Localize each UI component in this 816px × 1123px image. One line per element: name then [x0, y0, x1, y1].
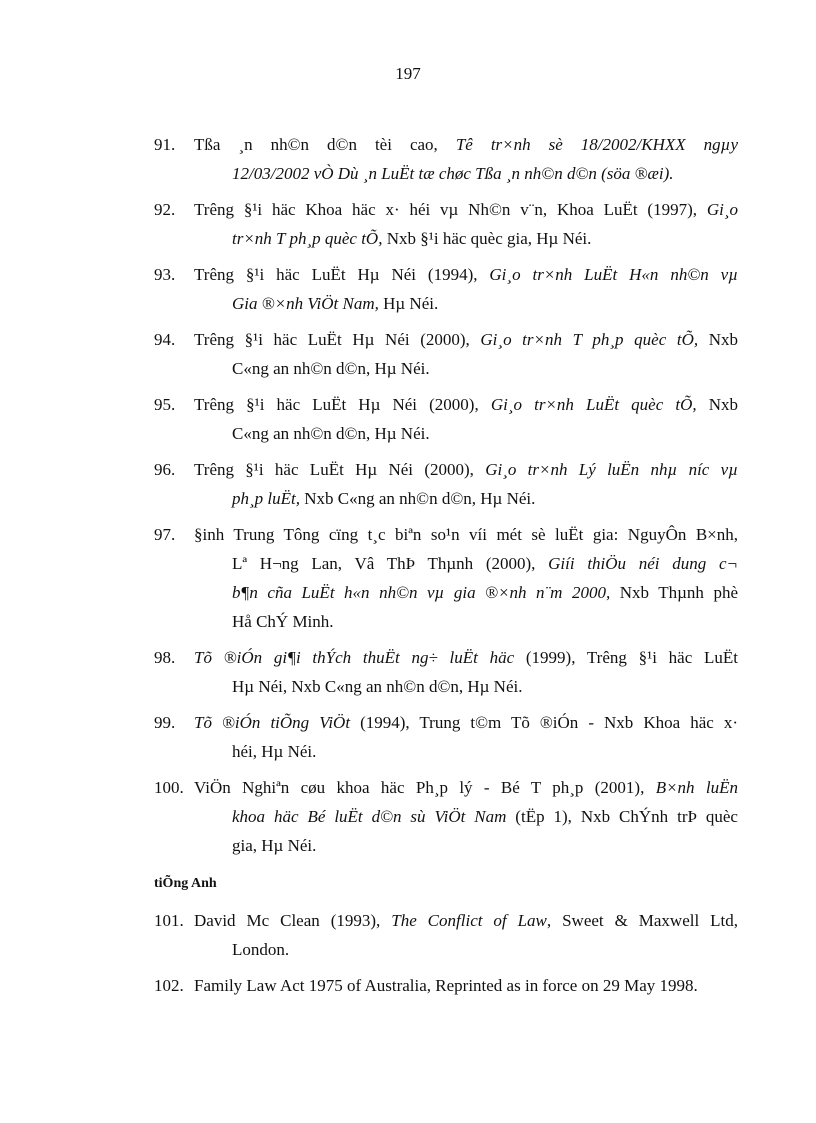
reference-number: 94.: [154, 330, 176, 349]
reference-title: Gi¸o tr×nh LuËt quèc tÕ,: [490, 395, 697, 414]
reference-text: Hµ Néi.: [378, 294, 439, 313]
reference-line: [154, 737, 738, 766]
reference-item: [154, 906, 738, 964]
reference-text: héi, Hµ Néi.: [232, 742, 317, 761]
reference-text: Hµ Néi, Nxb C«ng an nh©n d©n, Hµ Néi.: [232, 677, 523, 696]
reference-text: David Mc Clean (1993),: [194, 911, 392, 930]
reference-number: 102.: [154, 976, 184, 995]
reference-number: 95.: [154, 395, 176, 414]
reference-line: [154, 935, 738, 964]
reference-title: Gi¸o tr×nh T ph¸p quèc tÕ,: [480, 330, 699, 349]
reference-title: khoa häc Bé luËt d©n sù ViÖt Nam: [232, 807, 507, 826]
reference-item: [154, 195, 738, 253]
reference-text: Lª H¬ng Lan, Vâ ThÞ Thµnh (2000),: [232, 554, 549, 573]
reference-title: Tõ ®iÓn gi¶i thÝch thuËt ng÷ luËt häc: [194, 648, 515, 667]
reference-text: Family Law Act 1975 of Australia, Reprinted as in force on 29 May 1998.: [194, 976, 698, 995]
reference-line: [154, 224, 738, 253]
page-number: 197: [395, 64, 421, 83]
reference-number: 93.: [154, 265, 176, 284]
reference-title: B×nh luËn: [655, 778, 738, 797]
reference-item: [154, 520, 738, 636]
reference-number: 97.: [154, 525, 176, 544]
reference-text: Trêng §¹i häc Khoa häc x· héi vµ Nh©n v¨n, Khoa LuËt (1997),: [194, 200, 707, 219]
reference-title: Gi¸o tr×nh LuËt H«n nh©n vµ: [489, 265, 738, 284]
reference-title: Gi¸o: [706, 200, 738, 219]
reference-item: [154, 773, 738, 860]
reference-text: Trêng §¹i häc LuËt Hµ Néi (1994),: [194, 265, 490, 284]
reference-line: [154, 643, 738, 672]
reference-number: 101.: [154, 911, 184, 930]
reference-line: [154, 195, 738, 224]
reference-line: [154, 390, 738, 419]
reference-line: [154, 578, 738, 607]
reference-list: [0, 130, 816, 867]
reference-text: Trêng §¹i häc LuËt Hµ Néi (2000),: [194, 395, 491, 414]
reference-item: [154, 390, 738, 448]
reference-text: , Sweet & Maxwell Ltd,: [546, 911, 738, 930]
reference-number: 91.: [154, 135, 176, 154]
reference-title: ph¸p luËt,: [232, 489, 300, 508]
reference-line: [154, 520, 738, 549]
reference-number: 92.: [154, 200, 176, 219]
reference-number: 100.: [154, 778, 184, 797]
reference-line: [154, 672, 738, 701]
reference-line: [154, 260, 738, 289]
reference-text: Nxb §¹i häc quèc gia, Hµ Néi.: [382, 229, 592, 248]
reference-line: [154, 971, 738, 1000]
reference-item: [154, 971, 738, 1000]
reference-text: gia, Hµ Néi.: [232, 836, 317, 855]
reference-item: [154, 455, 738, 513]
reference-text: Hå ChÝ Minh.: [232, 612, 334, 631]
reference-title: 12/03/2002 vÒ Dù ¸n LuËt tæ chøc Tßa ¸n nh©n d©n (söa ®æi).: [232, 164, 674, 183]
reference-line: [154, 484, 738, 513]
reference-line: [154, 831, 738, 860]
reference-line: [154, 708, 738, 737]
reference-item: [154, 708, 738, 766]
reference-line: [154, 802, 738, 831]
reference-title: tr×nh T ph¸p quèc tÕ,: [232, 229, 383, 248]
reference-title: Tê tr×nh sè 18/2002/KHXX ngµy: [455, 135, 738, 154]
reference-title: Giíi thiÖu néi dung c¬: [548, 554, 738, 573]
reference-text: Tßa ¸n nh©n d©n tèi cao,: [194, 135, 456, 154]
reference-line: [154, 419, 738, 448]
reference-line: [154, 159, 738, 188]
reference-text: C«ng an nh©n d©n, Hµ Néi.: [232, 359, 430, 378]
reference-text: C«ng an nh©n d©n, Hµ Néi.: [232, 424, 430, 443]
reference-number: 98.: [154, 648, 176, 667]
reference-text: (1994), Trung t©m Tõ ®iÓn - Nxb Khoa häc x·: [350, 713, 738, 732]
reference-line: [154, 130, 738, 159]
reference-text: Nxb: [698, 330, 739, 349]
reference-title: Tõ ®iÓn tiÕng ViÖt: [194, 713, 351, 732]
reference-line: [154, 549, 738, 578]
reference-text: (1999), Trêng §¹i häc LuËt: [514, 648, 738, 667]
reference-item: [154, 325, 738, 383]
reference-title: Gi¸o tr×nh Lý luËn nhµ níc vµ: [485, 460, 738, 479]
reference-title: b¶n cña LuËt h«n nh©n vµ gia ®×nh n¨m 2000,: [232, 583, 611, 602]
reference-text: (tËp 1), Nxb ChÝnh trÞ quèc: [506, 807, 738, 826]
reference-title: The Conflict of Law: [391, 911, 547, 930]
reference-item: [154, 643, 738, 701]
reference-item: [154, 130, 738, 188]
reference-item: [154, 260, 738, 318]
reference-list-english: [0, 906, 816, 1007]
reference-line: [154, 289, 738, 318]
reference-number: 99.: [154, 713, 176, 732]
reference-text: Trêng §¹i häc LuËt Hµ Néi (2000),: [194, 460, 486, 479]
reference-text: Nxb C«ng an nh©n d©n, Hµ Néi.: [300, 489, 536, 508]
reference-text: §inh Trung Tông cïng t¸c biªn so¹n víi mét sè luËt gia: NguyÔn B×nh,: [194, 525, 738, 544]
reference-number: 96.: [154, 460, 176, 479]
reference-text: ViÖn Nghiªn cøu khoa häc Ph¸p lý - Bé T ph¸p (2001),: [194, 778, 656, 797]
reference-text: London.: [232, 940, 290, 959]
section-heading-english: tiÕng Anh: [154, 876, 217, 891]
reference-text: Nxb: [696, 395, 739, 414]
reference-line: [154, 607, 738, 636]
reference-text: Trêng §¹i häc LuËt Hµ Néi (2000),: [194, 330, 481, 349]
reference-line: [154, 325, 738, 354]
reference-line: [154, 455, 738, 484]
reference-line: [154, 773, 738, 802]
reference-line: [154, 906, 738, 935]
reference-line: [154, 354, 738, 383]
reference-title: Gia ®×nh ViÖt Nam,: [232, 294, 379, 313]
reference-text: Nxb Thµnh phè: [610, 583, 738, 602]
